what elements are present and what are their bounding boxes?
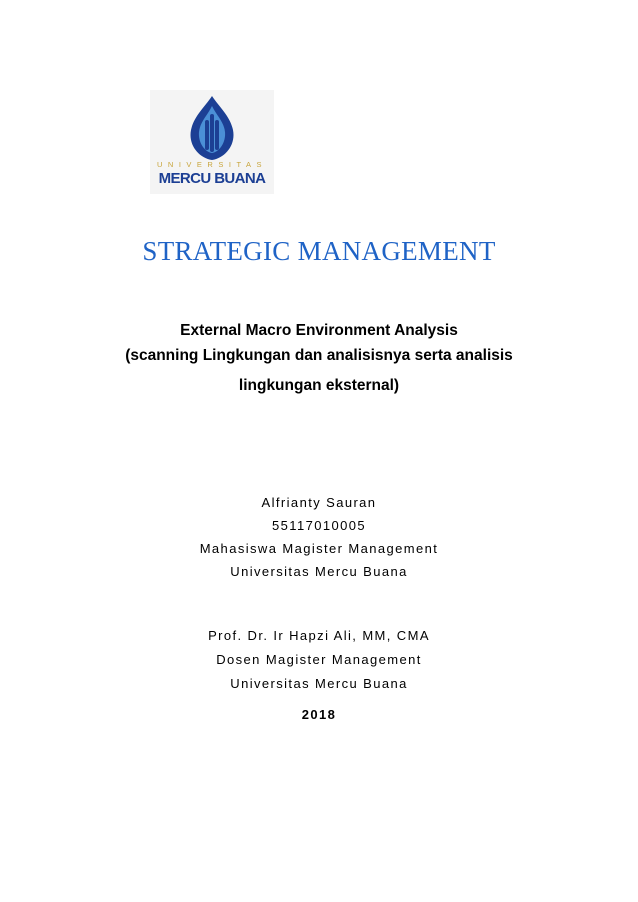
student-role: Mahasiswa Magister Management: [199, 541, 439, 556]
lecturer-name: Prof. Dr. Ir Hapzi Ali, MM, CMA: [208, 628, 430, 643]
subtitle-line-1: External Macro Environment Analysis: [180, 322, 458, 339]
subtitle-line-2: (scanning Lingkungan dan analisisnya serta analisis: [125, 347, 513, 364]
lecturer-role: Dosen Magister Management: [216, 652, 422, 667]
mercu-buana-emblem-icon: [150, 90, 274, 162]
document-title: STRATEGIC MANAGEMENT: [142, 236, 496, 266]
lecturer-university: Universitas Mercu Buana: [230, 676, 408, 691]
student-university: Universitas Mercu Buana: [230, 564, 408, 579]
subtitle-line-3: lingkungan eksternal): [238, 377, 400, 394]
logo-university-name: MERCU BUANA: [158, 170, 266, 187]
student-id: 55117010005: [272, 518, 366, 533]
document-year: 2018: [301, 707, 337, 722]
student-name: Alfrianty Sauran: [261, 495, 377, 510]
university-logo: [150, 90, 274, 194]
logo-universitas-text: UNIVERSITAS: [157, 160, 267, 169]
